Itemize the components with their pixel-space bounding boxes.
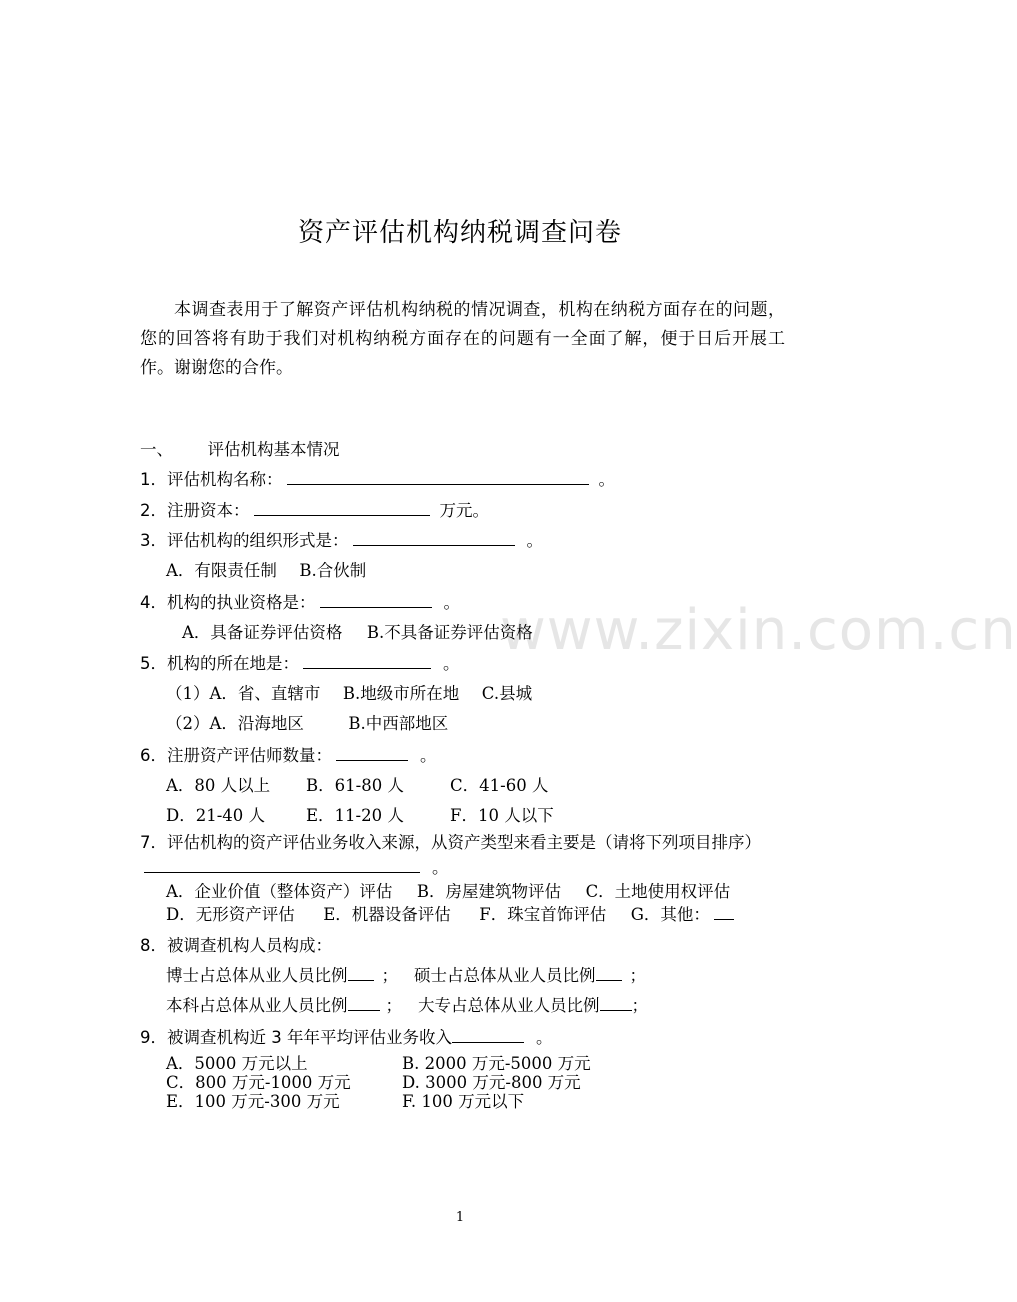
question-8-text: 8．被调查机构人员构成： xyxy=(140,936,332,955)
option-5-1b[interactable]: B.地级市所在地 xyxy=(342,684,460,703)
option-9e[interactable]: E．100 万元-300 万元 xyxy=(166,1092,340,1111)
option-9c[interactable]: C．800 万元-1000 万元 xyxy=(166,1073,351,1092)
intro-paragraph xyxy=(140,296,785,383)
question-9-text: 9．被调查机构近 3 年年平均评估业务收入 xyxy=(140,1028,452,1047)
question-5 xyxy=(140,650,460,674)
question-6 xyxy=(140,742,437,766)
separator: ； xyxy=(629,966,646,985)
option-5-1a[interactable]: （1）A．省、直辖市 xyxy=(166,684,321,703)
option-6c[interactable]: C．41-60 人 xyxy=(450,776,549,795)
question-6-end: 。 xyxy=(420,746,437,765)
option-9d[interactable]: D. 3000 万元-800 万元 xyxy=(402,1073,581,1092)
option-9f[interactable]: F. 100 万元以下 xyxy=(402,1092,525,1111)
question-5-options-row2 xyxy=(166,710,448,734)
question-6-text: 6．注册资产评估师数量： xyxy=(140,746,332,765)
option-5-1c[interactable]: C.县城 xyxy=(481,684,533,703)
option-7b[interactable]: B．房屋建筑物评估 xyxy=(416,882,562,901)
option-9b[interactable]: B. 2000 万元-5000 万元 xyxy=(402,1054,591,1073)
master-ratio-label: 硕士占总体从业人员比例 xyxy=(414,966,596,985)
question-4 xyxy=(140,589,460,613)
separator: ； xyxy=(381,966,398,985)
option-4b[interactable]: B.不具备证券评估资格 xyxy=(366,623,533,642)
section-heading xyxy=(140,436,340,460)
question-7-text: 7．评估机构的资产评估业务收入来源，从资产类型来看主要是（请将下列项目排序） xyxy=(140,833,761,852)
appraiser-count-field[interactable] xyxy=(336,742,408,761)
college-ratio-field[interactable] xyxy=(600,992,632,1011)
registered-capital-field[interactable] xyxy=(254,497,430,516)
option-7e[interactable]: E．机器设备评估 xyxy=(323,905,451,924)
question-5-options-row1 xyxy=(166,680,532,704)
avg-income-field[interactable] xyxy=(452,1024,524,1043)
question-8-row1 xyxy=(166,962,646,986)
intro-text: 本调查表用于了解资产评估机构纳税的情况调查，机构在纳税方面存在的问题，您的回答将有助于我们对机构纳税方面存在的问题有一全面了解，便于日后开展工作。谢谢您的合作。 xyxy=(140,300,785,378)
question-7-options-row1 xyxy=(166,882,730,902)
income-source-rank-field[interactable] xyxy=(144,854,420,873)
question-2-text: 2．注册资本： xyxy=(140,501,250,520)
question-1 xyxy=(140,466,615,490)
question-3 xyxy=(140,527,543,551)
phd-ratio-field[interactable] xyxy=(348,962,374,981)
question-3-text: 3．评估机构的组织形式是： xyxy=(140,531,349,550)
option-6a[interactable]: A．80 人以上 xyxy=(166,776,271,795)
question-5-end: 。 xyxy=(443,654,460,673)
question-6-options-row2 xyxy=(166,802,554,826)
question-7-options-row2 xyxy=(166,901,738,925)
master-ratio-field[interactable] xyxy=(596,962,622,981)
question-1-text: 1．评估机构名称： xyxy=(140,470,283,489)
question-6-options-row1 xyxy=(166,772,548,796)
question-3-options xyxy=(166,557,366,581)
option-6d[interactable]: D．21-40 人 xyxy=(166,806,266,825)
page-number: 1 xyxy=(455,1210,465,1225)
location-field[interactable] xyxy=(303,650,431,669)
bachelor-ratio-field[interactable] xyxy=(348,992,380,1011)
option-7a[interactable]: A．企业价值（整体资产）评估 xyxy=(166,882,393,901)
question-8-row2 xyxy=(166,992,648,1016)
org-form-field[interactable] xyxy=(353,527,515,546)
question-9-options xyxy=(166,1054,591,1111)
page-title: 资产评估机构纳税调查问卷 xyxy=(297,218,622,248)
separator: ； xyxy=(385,996,402,1015)
option-5-2b[interactable]: B.中西部地区 xyxy=(348,714,449,733)
org-name-field[interactable] xyxy=(287,466,589,485)
phd-ratio-label: 博士占总体从业人员比例 xyxy=(166,966,348,985)
option-7g[interactable]: G．其他： xyxy=(630,905,710,924)
option-9a[interactable]: A．5000 万元以上 xyxy=(166,1054,308,1073)
option-7d[interactable]: D．无形资产评估 xyxy=(166,905,295,924)
question-8 xyxy=(140,932,332,956)
question-9 xyxy=(140,1024,553,1048)
question-2-end: 万元。 xyxy=(439,501,489,520)
question-4-end: 。 xyxy=(443,593,460,612)
question-3-end: 。 xyxy=(526,531,543,550)
question-9-end: 。 xyxy=(536,1028,553,1047)
qualification-field[interactable] xyxy=(320,589,432,608)
bachelor-ratio-label: 本科占总体从业人员比例 xyxy=(166,996,348,1015)
option-6e[interactable]: E．11-20 人 xyxy=(306,806,404,825)
question-7 xyxy=(140,832,785,879)
college-ratio-label: 大专占总体从业人员比例 xyxy=(418,996,600,1015)
other-field[interactable] xyxy=(714,901,734,920)
watermark: www.zixin.com.cn xyxy=(500,598,1017,663)
option-7c[interactable]: C．土地使用权评估 xyxy=(585,882,731,901)
question-7-end: 。 xyxy=(432,858,449,877)
question-4-text: 4．机构的执业资格是： xyxy=(140,593,316,612)
option-7f[interactable]: F．珠宝首饰评估 xyxy=(479,905,607,924)
section-label: 评估机构基本情况 xyxy=(207,440,340,459)
option-3a[interactable]: A．有限责任制 xyxy=(166,561,277,580)
question-1-end: 。 xyxy=(598,470,615,489)
question-4-options xyxy=(182,619,533,643)
option-6f[interactable]: F．10 人以下 xyxy=(450,806,554,825)
question-2 xyxy=(140,497,489,521)
question-5-text: 5．机构的所在地是： xyxy=(140,654,299,673)
option-3b[interactable]: B.合伙制 xyxy=(299,561,367,580)
option-5-2a[interactable]: （2）A．沿海地区 xyxy=(166,714,304,733)
option-6b[interactable]: B．61-80 人 xyxy=(306,776,404,795)
section-number: 一、 xyxy=(140,440,173,459)
option-4a[interactable]: A．具备证券评估资格 xyxy=(182,623,343,642)
separator: ； xyxy=(631,996,648,1015)
